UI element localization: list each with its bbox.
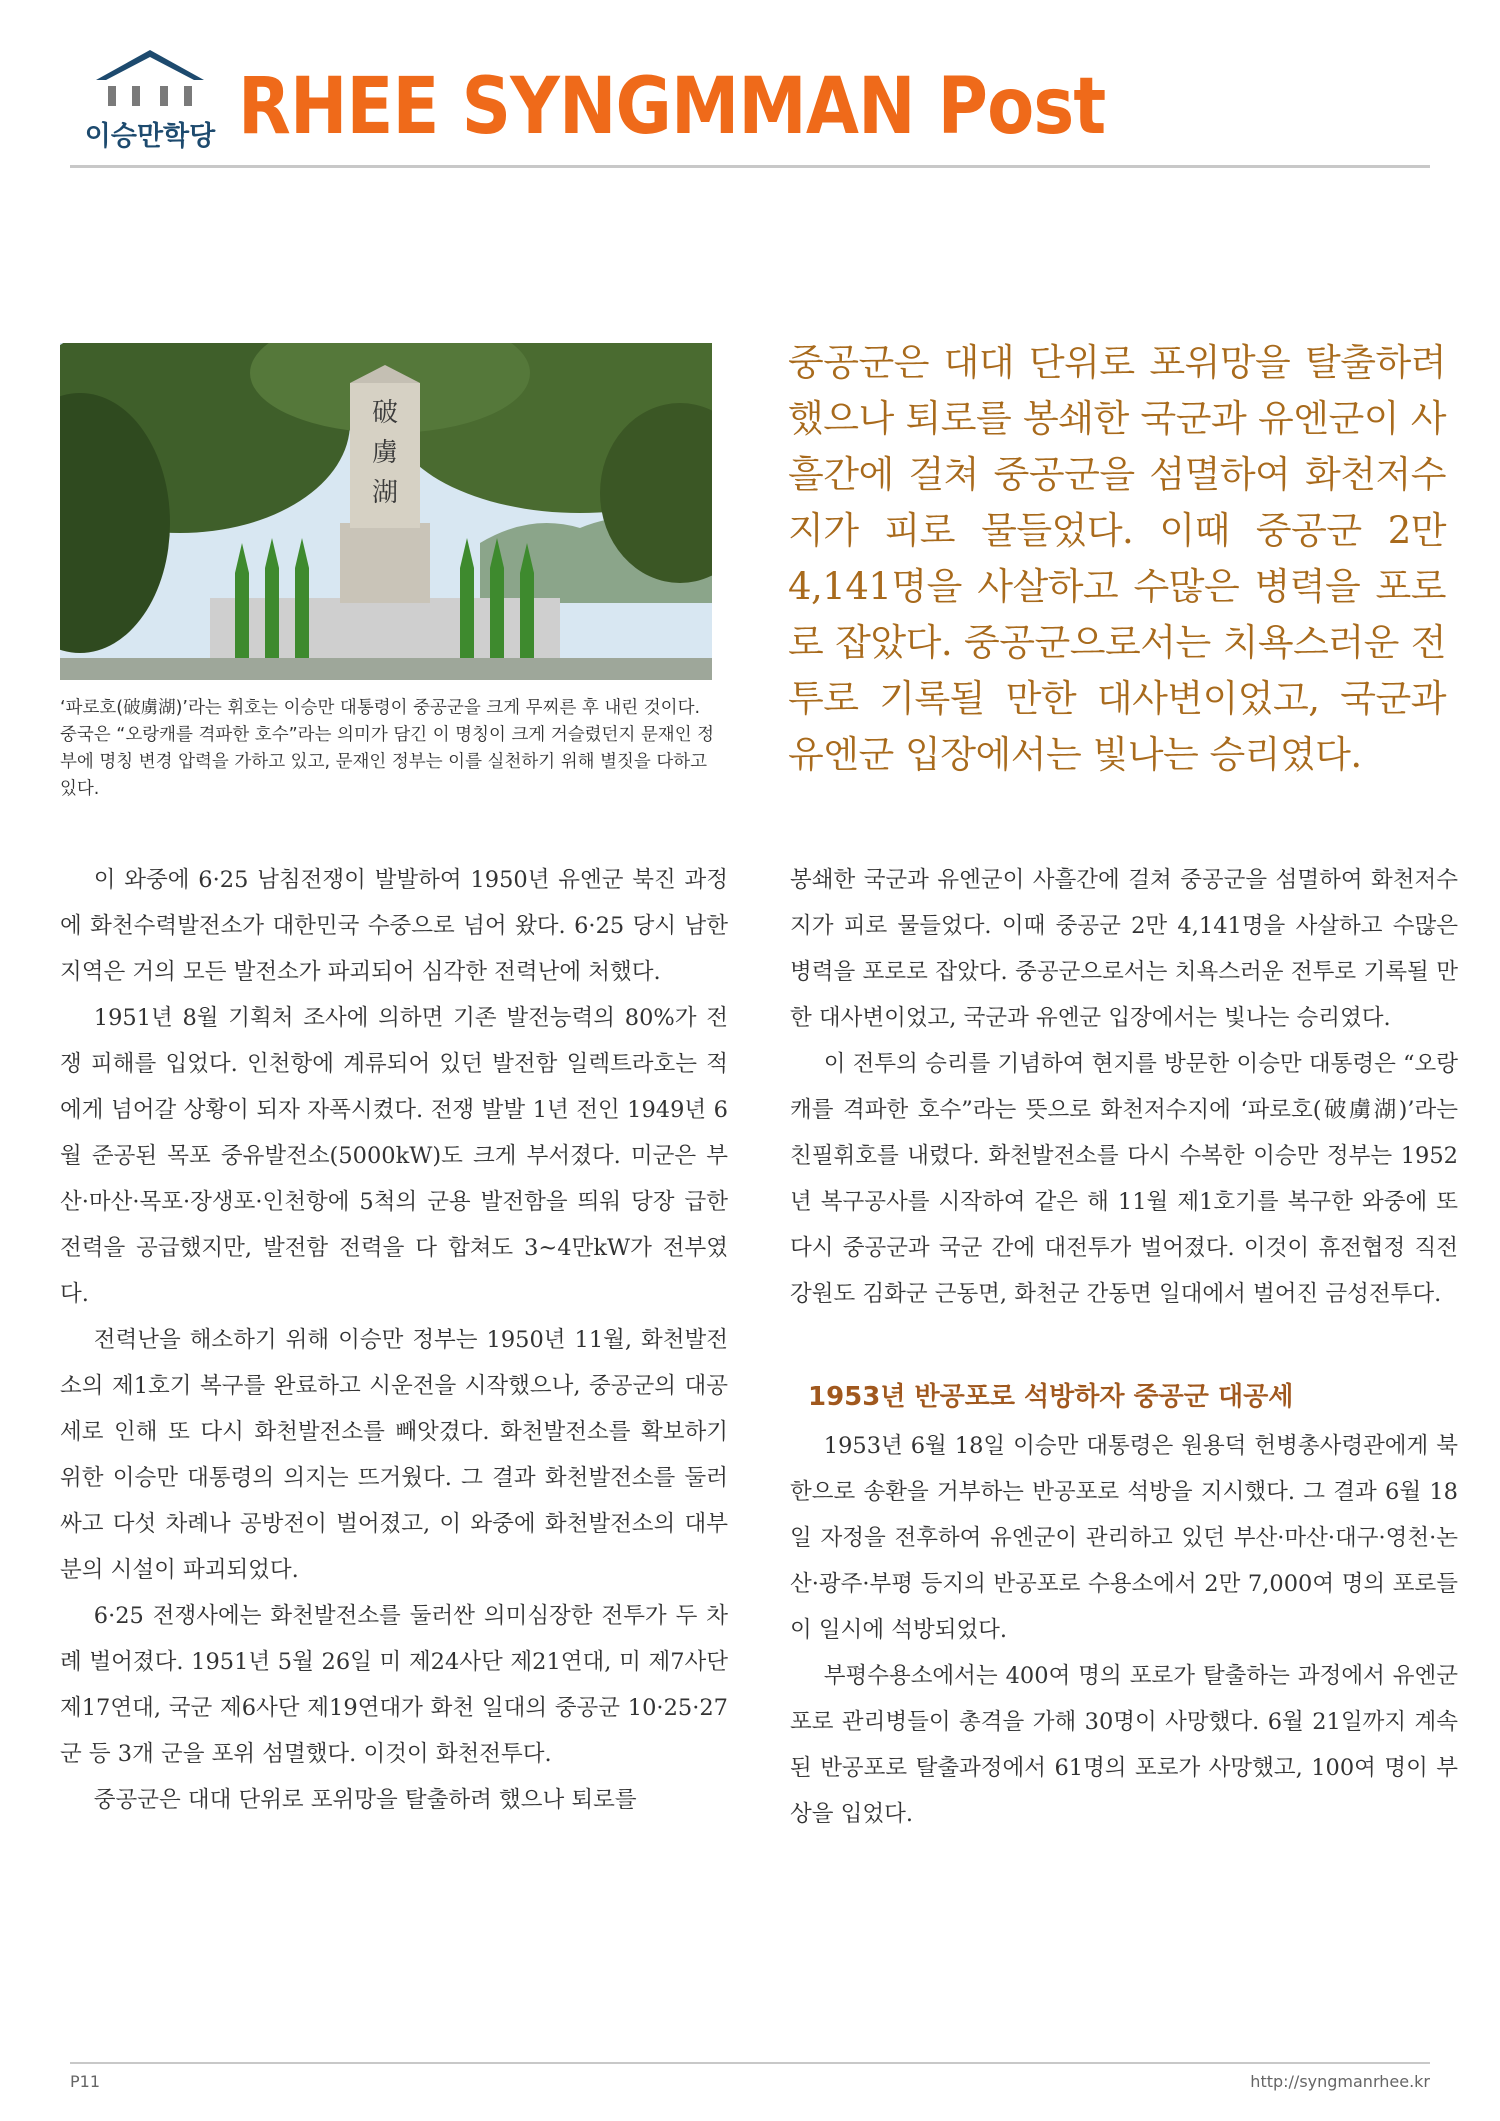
photo-caption: ‘파로호(破虜湖)’라는 휘호는 이승만 대통령이 중공군을 크게 무찌른 후 내린 것이다. 중국은 “오랑캐를 격파한 호수”라는 의미가 담긴 이 명칭이 크게 거슬렸던지 문재인 정부에 명칭 변경 압력을 가하고 있고, 문재인 정부는 이를 실천하기 위해 별짓을 다하고 있다. — [60, 698, 715, 799]
svg-text:破: 破 — [371, 398, 399, 428]
paragraph: 부평수용소에서는 400여 명의 포로가 탈출하는 과정에서 유엔군 포로 관리병들이 총격을 가해 30명이 사망했다. 6월 21일까지 계속된 반공포로 탈출과정에서 61명의 포로가 사망했고, 100여 명이 부상을 입었다. — [790, 1663, 1458, 1827]
right-column — [790, 857, 1458, 1837]
page-header — [70, 48, 1430, 168]
paragraph: 전력난을 해소하기 위해 이승만 정부는 1950년 11월, 화천발전소의 제1호기 복구를 완료하고 시운전을 시작했으나, 중공군의 대공세로 인해 또 다시 화천발전소를 빼앗겼다. 화천발전소를 확보하기 위한 이승만 대통령의 의지는 뜨거웠다. 그 결과 화천발전소를 둘러싸고 다섯 차례나 공방전이 벌어졌고, 이 와중에 화천발전소의 대부분의 시설이 파괴되었다. — [60, 1327, 728, 1583]
inscription — [372, 398, 398, 508]
logo-text: 이승만학당 — [84, 121, 216, 152]
svg-text:湖: 湖 — [371, 478, 399, 508]
pull-quote: 중공군은 대대 단위로 포위망을 탈출하려 했으나 퇴로를 봉쇄한 국군과 유엔군이 사흘간에 걸쳐 중공군을 섬멸하여 화천저수지가 피로 물들었다. 이때 중공군 2만 4,141명을 사살하고 수많은 병력을 포로로 잡았다. 중공군으로서는 치욕스러운 전투로 기록될 만한 대사변이었고, 국군과 유엔군 입장에서는 빛나는 승리였다. — [788, 341, 1446, 776]
house-logo-icon — [92, 48, 208, 110]
website-url[interactable]: http://syngmanrhee.kr — [1250, 2072, 1430, 2091]
section-heading: 1953년 반공포로 석방하자 중공군 대공세 — [808, 1382, 1294, 1412]
paragraph: 봉쇄한 국군과 유엔군이 사흘간에 걸쳐 중공군을 섬멸하여 화천저수지가 피로 물들었다. 이때 중공군 2만 4,141명을 사살하고 수많은 병력을 포로로 잡았다. 중공군으로서는 치욕스러운 전투로 기록될 만한 대사변이었고, 국군과 유엔군 입장에서는 빛나는 승리였다. — [790, 867, 1458, 1031]
logo — [70, 48, 230, 158]
header-divider — [70, 165, 1430, 168]
paragraph: 이 와중에 6·25 남침전쟁이 발발하여 1950년 유엔군 북진 과정에 화천수력발전소가 대한민국 수중으로 넘어 왔다. 6·25 당시 남한 지역은 거의 모든 발전소가 파괴되어 심각한 전력난에 처했다. — [60, 867, 728, 985]
footer-divider — [70, 2062, 1430, 2064]
svg-text:虜: 虜 — [371, 438, 399, 468]
monument-photo — [60, 343, 712, 680]
publication-title: RHEE SYNGMMAN Post — [238, 62, 1106, 152]
paragraph: 1951년 8월 기획처 조사에 의하면 기존 발전능력의 80%가 전쟁 피해를 입었다. 인천항에 계류되어 있던 발전함 일렉트라호는 적에게 넘어갈 상황이 되자 자폭시켰다. 전쟁 발발 1년 전인 1949년 6월 준공된 목포 중유발전소(5000kW)도 크게 부서졌다. 미군은 부산·마산·목포·장생포·인천항에 5척의 군용 발전함을 띄워 당장 급한 전력을 공급했지만, 발전함 전력을 다 합쳐도 3~4만kW가 전부였다. — [60, 1005, 728, 1307]
paragraph: 중공군은 대대 단위로 포위망을 탈출하려 했으나 퇴로를 — [93, 1787, 637, 1813]
page-number: P11 — [70, 2072, 101, 2091]
paragraph: 6·25 전쟁사에는 화천발전소를 둘러싼 의미심장한 전투가 두 차례 벌어졌다. 1951년 5월 26일 미 제24사단 제21연대, 미 제7사단 제17연대, 국군 제6사단 제19연대가 화천 일대의 중공군 10·25·27군 등 3개 군을 포위 섬멸했다. 이것이 화천전투다. — [60, 1603, 728, 1767]
left-column — [60, 857, 728, 1823]
paragraph: 1953년 6월 18일 이승만 대통령은 원용덕 헌병총사령관에게 북한으로 송환을 거부하는 반공포로 석방을 지시했다. 그 결과 6월 18일 자정을 전후하여 유엔군이 관리하고 있던 부산·마산·대구·영천·논산·광주·부평 등지의 반공포로 수용소에서 2만 7,000여 명의 포로들이 일시에 석방되었다. — [790, 1433, 1458, 1643]
paragraph: 이 전투의 승리를 기념하여 현지를 방문한 이승만 대통령은 “오랑캐를 격파한 호수”라는 뜻으로 화천저수지에 ‘파로호(破虜湖)’라는 친필휘호를 내렸다. 화천발전소를 다시 수복한 이승만 정부는 1952년 복구공사를 시작하여 같은 해 11월 제1호기를 복구한 와중에 또 다시 중공군과 국군 간에 대전투가 벌어졌다. 이것이 휴전협정 직전 강원도 김화군 근동면, 화천군 간동면 일대에서 벌어진 금성전투다. — [790, 1051, 1458, 1307]
